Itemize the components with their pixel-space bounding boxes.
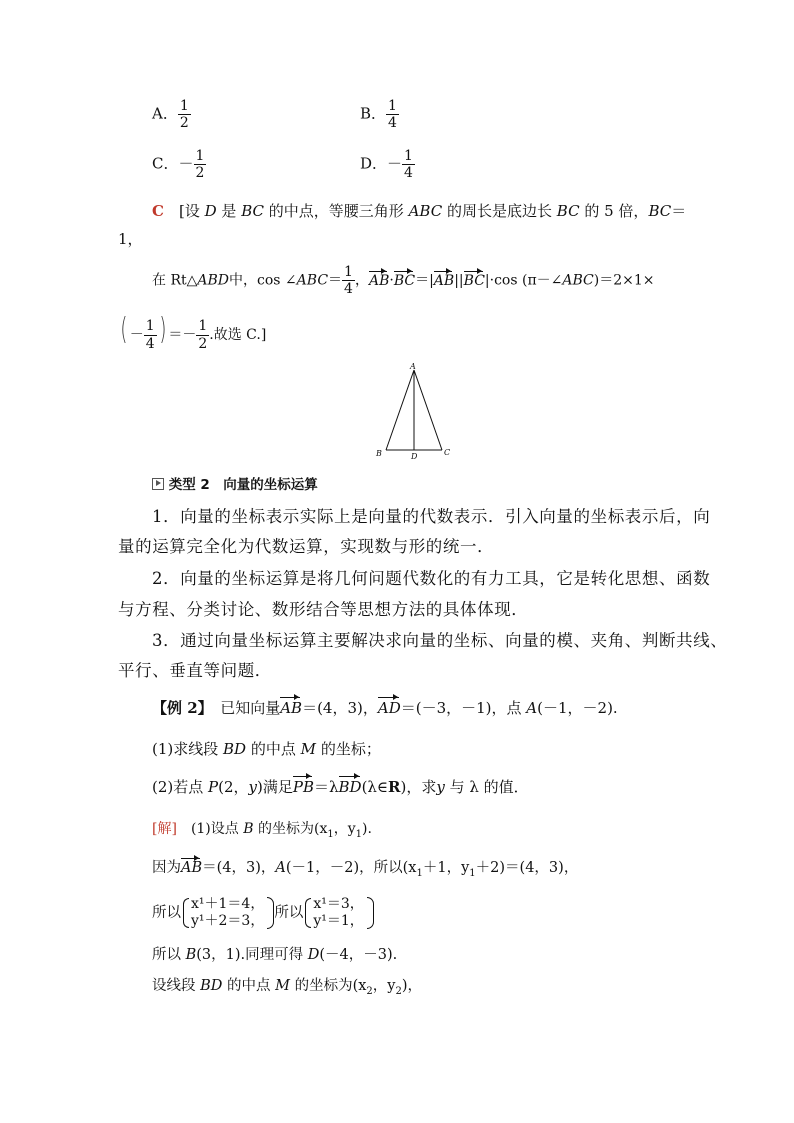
answer-line-1: C [设 D 是 BC 的中点，等腰三角形 ABC 的周长是底边长 BC 的 5 倍，BC＝	[152, 202, 687, 220]
vertex-c-label: C	[444, 448, 451, 457]
solution-tag: [解]	[152, 821, 177, 837]
solution-line-4: 所以 B(3，1).同理可得 D(－4，－3).	[152, 947, 398, 963]
side-ab	[386, 370, 414, 450]
equation-system-1: x¹＋1＝4， y¹＋2＝3，	[181, 896, 264, 930]
paragraph-3-line-2: 平行、垂直等问题．	[118, 661, 272, 680]
play-box-icon	[152, 478, 164, 490]
paragraph-1-line-1: 1．向量的坐标表示实际上是向量的代数表示．引入向量的坐标表示后，向	[152, 507, 711, 526]
vertex-b-label: B	[376, 449, 382, 458]
solution-line-3: 所以 x¹＋1＝4， y¹＋2＝3， 所以 x¹＝3， y¹＝1，	[152, 896, 374, 930]
option-a: A． $\frac{1}{2}$	[152, 98, 189, 132]
example-2-statement: 【例 2】 已知向量AB＝(4，3)，AD＝(－3，－1)，点 A(－1，－2).	[152, 699, 618, 717]
side-ac	[414, 370, 442, 450]
question-1: (1)求线段 BD 的中点 M 的坐标；	[152, 740, 381, 758]
equation-system-2: x¹＝3， y¹＝1，	[303, 896, 363, 930]
answer-line-3: 在 Rt△ABD中，cos ∠ABC＝ $\frac{1}{4}$ ，AB·BC＝|AB||BC|·cos (π－∠ABC)＝2×1×	[152, 264, 655, 298]
answer-line-4: ( － $\frac{1}{4}$ ) ＝－ $\frac{1}{2}$ .故选 C.]	[120, 312, 267, 352]
paragraph-2-line-2: 与方程、分类讨论、数形结合等思想方法的具体体现．	[118, 600, 529, 619]
question-2: (2)若点 P(2，y)满足PB＝λBD(λ∈R)，求y 与 λ 的值．	[152, 778, 529, 796]
triangle-figure	[370, 360, 460, 464]
option-b: B． $\frac{1}{4}$	[360, 98, 397, 132]
option-c: C．－ $\frac{1}{2}$	[152, 148, 205, 182]
paragraph-2-line-1: 2．向量的坐标运算是将几何问题代数化的有力工具，它是转化思想、函数	[152, 569, 711, 588]
solution-line-2: 因为AB＝(4，3)，A(－1，－2)，所以($x_1+1$，$y_1+2)=(4$，3)，	[152, 860, 579, 879]
section-heading: 类型 2 向量的坐标运算	[152, 473, 318, 493]
solution-line-1: [解] (1)设点 B 的坐标为($x_1$，$y_1$).	[152, 821, 372, 840]
vertex-a-label: A	[410, 362, 416, 371]
paragraph-3-line-1: 3．通过向量坐标运算主要解决求向量的坐标、向量的模、夹角、判断共线、	[152, 631, 728, 650]
answer-line-2: 1，	[118, 230, 143, 248]
answer-letter: C	[152, 202, 164, 220]
solution-line-5: 设线段 BD 的中点 M 的坐标为($x_2$，$y_2$)，	[152, 978, 423, 997]
example-tag: 【例 2】	[152, 699, 206, 717]
point-d-label: D	[411, 452, 418, 461]
paragraph-1-line-2: 量的运算完全化为代数运算，实现数与形的统一．	[118, 537, 495, 556]
option-d: D．－ $\frac{1}{4}$	[360, 148, 413, 182]
